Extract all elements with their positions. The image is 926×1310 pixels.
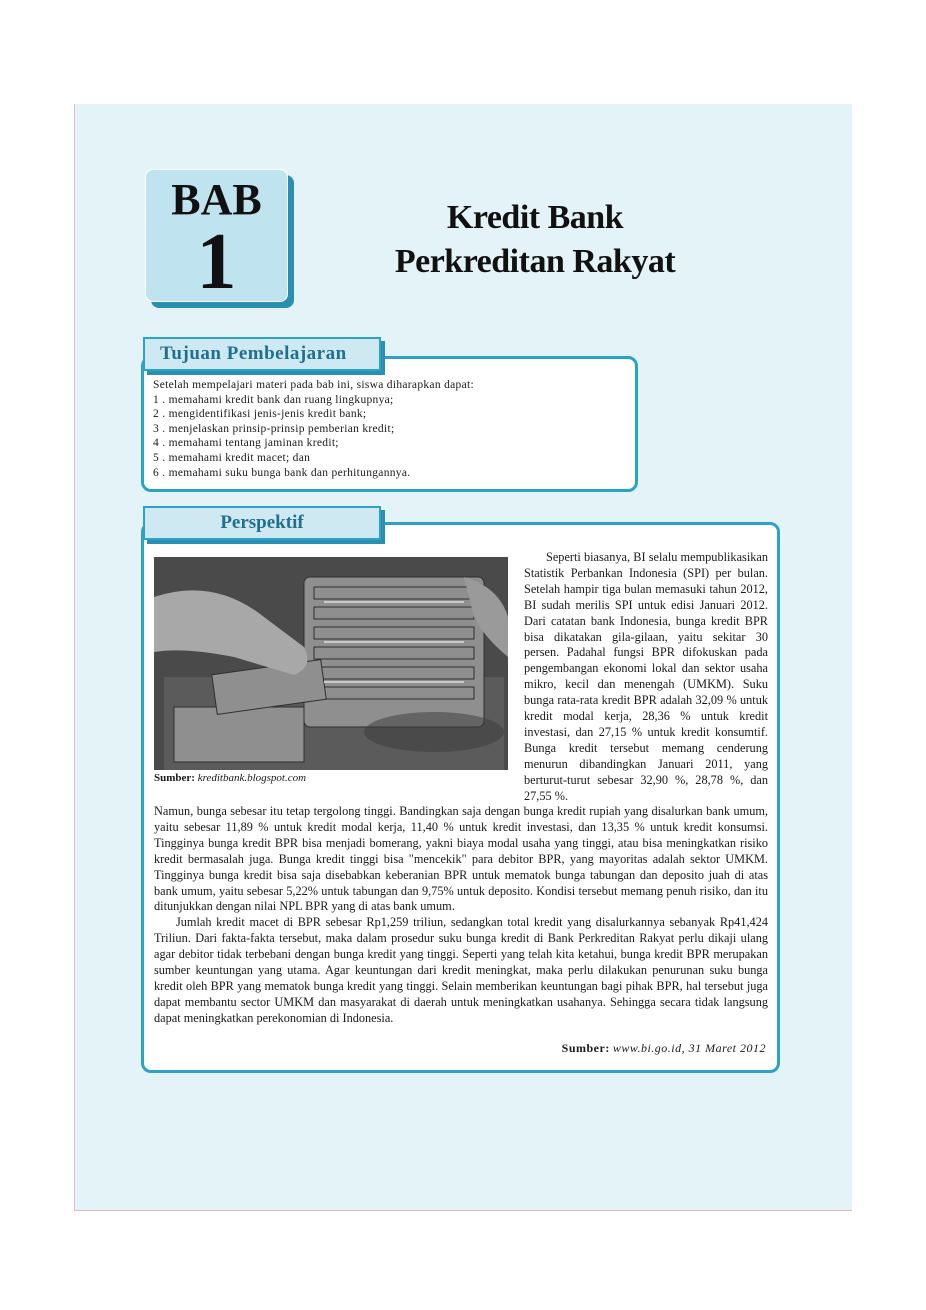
chapter-title-line-2: Perkreditan Rakyat	[394, 243, 676, 280]
article-source-text: www.bi.go.id, 31 Maret 2012	[612, 1041, 766, 1055]
learning-objectives-heading: Tujuan Pembelajaran	[143, 337, 381, 371]
perspective-heading: Perspektif	[143, 506, 381, 540]
money-stack-photo-illustration	[154, 557, 508, 770]
chapter-badge-label: BAB	[171, 175, 262, 224]
chapter-number: 1	[196, 218, 237, 306]
money-stack-photo	[154, 557, 508, 770]
perspective-intro-text: Seperti biasanya, BI selalu mempublikasikan Statistik Perbankan Indonesia (SPI) per bulan. Setelah hampir tiga bulan memasuki tahun 2012, BI sudah merilis SPI untuk edisi Januari 2012. Dari catatan bank Indonesia, bunga kredit BPR bisa dikatakan gila-gilaan, yaitu sekitar 30 persen. Padahal fungsi BPR difokuskan pada pengembangan ekonomi lokal dan sektor usaha mikro, kecil dan menengah (UMKM). Suku bunga rata-rata kredit BPR adalah 32,09 % untuk kredit modal kerja, 28,36 % untuk kredit investasi, dan 27,15 % untuk kredit konsumtif. Bunga kredit tersebut memang cenderung menurun dibandingkan Januari 2011, yang berturut-turut sebesar 32,90 %, 28,78 %, dan 27,55 %.	[524, 550, 768, 803]
objective-item: 6 . memahami suku bunga bank dan perhitungannya.	[153, 466, 411, 479]
article-source	[562, 1041, 766, 1056]
learning-objectives-list	[153, 393, 628, 481]
objective-item: 5 . memahami kredit macet; dan	[153, 451, 311, 464]
photo-caption	[154, 772, 306, 785]
perspective-body	[154, 804, 768, 1027]
learning-objectives-intro: Setelah mempelajari materi pada bab ini, siswa diharapkan dapat:	[153, 379, 474, 391]
photo-caption-label: Sumber:	[154, 772, 195, 784]
chapter-badge	[145, 169, 288, 306]
perspective-paragraph: Namun, bunga sebesar itu tetap tergolong tinggi. Bandingkan saja dengan bunga kredit rupiah yang disalurkan bank umum, yaitu sebesar 11,89 % untuk kredit modal kerja, 11,40 % untuk kredit investasi, dan 13,35 % untuk kredit konsumsi. Tingginya bunga kredit BPR bisa menjadi bomerang, yakni biaya modal usaha yang tinggi, atau bisa meningkatkan risiko kredit bermasalah juga. Bunga kredit tinggi bisa "mencekik" para debitor BPR, yang mayoritas adalah sektor UMKM. Tingginya bunga kredit bisa saja disebabkan keberanian BPR untuk mematok bunga tabungan dan deposito juah di atas bank umum, yaitu sebesar 5,22% untuk tabungan dan 9,75% untuk deposito. Kondisi tersebut memang penuh risiko, dan itu ditunjukkan dengan nilai NPL BPR yang di atas bank umum.	[154, 804, 768, 914]
perspective-paragraph: Jumlah kredit macet di BPR sebesar Rp1,259 triliun, sedangkan total kredit yang disalurkannya sebanyak Rp41,424 Triliun. Dari fakta-fakta tersebut, maka dalam prosedur suku bunga kredit di Bank Perkreditan Rakyat perlu dikaji ulang agar debitor tidak terbebani dengan bunga kredit yang tinggi. Seperti yang telah kita ketahui, bunga kredit BPR merupakan sumber keuntungan yang utama. Agar keuntungan dari kredit meningkat, maka perlu dilakukan penurunan suku bunga kredit oleh BPR yang mematok bunga kredit yang tinggi. Selain memberikan keuntungan bagi pihak BPR, hal tersebut juga dapat membantu sector UMKM dan masyarakat di daerah untuk meningkatkan usahanya. Sehingga secara tidak langsung dapat meningkatkan perekonomian di Indonesia.	[154, 915, 768, 1025]
article-source-label: Sumber:	[561, 1041, 610, 1055]
objective-item: 4 . memahami tentang jaminan kredit;	[153, 437, 339, 450]
objective-item: 3 . menjelaskan prinsip-prinsip pemberian kredit;	[153, 422, 395, 435]
objective-item: 2 . mengidentifikasi jenis-jenis kredit bank;	[153, 408, 367, 421]
learning-objectives-body	[153, 378, 628, 480]
chapter-title	[360, 196, 710, 284]
chapter-title-line-1: Kredit Bank	[446, 199, 624, 236]
objective-item: 1 . memahami kredit bank dan ruang lingkupnya;	[153, 393, 394, 406]
photo-caption-source: kreditbank.blogspot.com	[197, 772, 307, 784]
